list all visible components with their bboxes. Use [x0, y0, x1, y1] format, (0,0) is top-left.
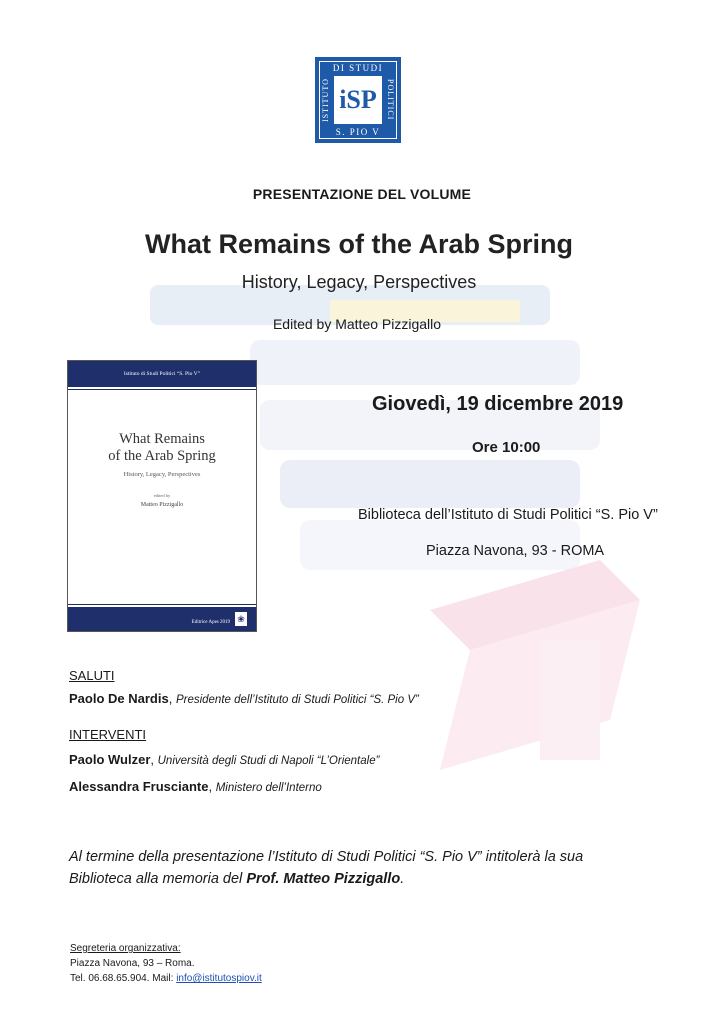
closing-line2-prefix: Biblioteca alla memoria del: [69, 871, 247, 887]
logo-monogram: iSP: [334, 76, 382, 124]
saluti-speaker: [69, 691, 419, 706]
presentation-kicker: PRESENTAZIONE DEL VOLUME: [252, 186, 472, 202]
logo-left-text: ISTITUTO: [321, 78, 330, 122]
interventi-speaker: [69, 779, 322, 794]
logo-top-text: DI STUDI: [332, 63, 384, 73]
book-cover-subtitle: History, Legacy, Perspectives: [123, 471, 201, 478]
event-subtitle: History, Legacy, Perspectives: [241, 272, 477, 292]
speaker-name: Paolo De Nardis: [69, 691, 169, 706]
book-cover-author: Matteo Pizzigallo: [140, 502, 184, 508]
speaker-name: Alessandra Frusciante: [69, 779, 209, 794]
closing-line2-suffix: .: [400, 871, 405, 887]
interventi-heading: INTERVENTI: [69, 727, 147, 742]
footer-heading: Segreteria organizzativa:: [70, 943, 181, 954]
book-cover-title-line2: of the Arab Spring: [108, 448, 216, 464]
institute-logo: [315, 57, 401, 143]
closing-line2: [69, 868, 669, 890]
closing-note: [69, 846, 669, 890]
editor-line: Edited by Matteo Pizzigallo: [272, 316, 442, 332]
speaker-separator: ,: [208, 779, 216, 794]
event-venue: Biblioteca dell’Istituto di Studi Politici “S. Pio V”: [358, 507, 658, 523]
book-cover-top-band: Istituto di Studi Politici “S. Pio V”: [68, 361, 256, 387]
email-link[interactable]: info@istitutospiov.it: [176, 973, 262, 984]
speaker-role: Università degli Studi di Napoli “L’Orientale”: [157, 755, 380, 767]
saluti-heading: SALUTI: [69, 668, 115, 683]
book-cover-bottom-band: [68, 607, 256, 631]
speaker-role: Presidente dell’Istituto di Studi Politici “S. Pio V”: [175, 694, 419, 706]
speaker-role: Ministero dell’Interno: [215, 782, 322, 794]
book-cover-rule-top: [68, 389, 256, 390]
speaker-separator: ,: [150, 752, 158, 767]
interventi-speaker: [69, 752, 379, 767]
footer-contact-line: [70, 971, 262, 986]
event-address: Piazza Navona, 93 - ROMA: [426, 543, 605, 559]
book-cover-title-line1: What Remains: [119, 431, 205, 447]
book-cover-image: [67, 360, 257, 632]
book-cover-rule-bottom: [68, 604, 256, 605]
event-date: Giovedì, 19 dicembre 2019: [372, 393, 624, 415]
footer-phone: Tel. 06.68.65.904. Mail:: [70, 973, 177, 984]
bee-logo-icon: ❀: [235, 612, 247, 626]
speaker-name: Paolo Wulzer: [69, 752, 151, 767]
footer-contact: [70, 941, 262, 986]
book-cover-title: [68, 431, 256, 465]
event-title: What Remains of the Arab Spring: [144, 229, 574, 259]
logo-frame: [319, 61, 397, 139]
footer-address: Piazza Navona, 93 – Roma.: [70, 958, 195, 969]
logo-bottom-text: S. PIO V: [335, 127, 381, 137]
book-cover-publisher: Editrice Apes 2019: [191, 620, 230, 625]
honoree-name: Prof. Matteo Pizzigallo: [246, 871, 401, 887]
event-time: Ore 10:00: [472, 439, 541, 456]
book-cover-edited-by: edited by: [153, 493, 171, 498]
closing-line1: Al termine della presentazione l’Istituto di Studi Politici “S. Pio V” intitolerà la sua: [69, 849, 584, 865]
speaker-separator: ,: [168, 691, 176, 706]
logo-right-text: POLITICI: [386, 79, 395, 121]
